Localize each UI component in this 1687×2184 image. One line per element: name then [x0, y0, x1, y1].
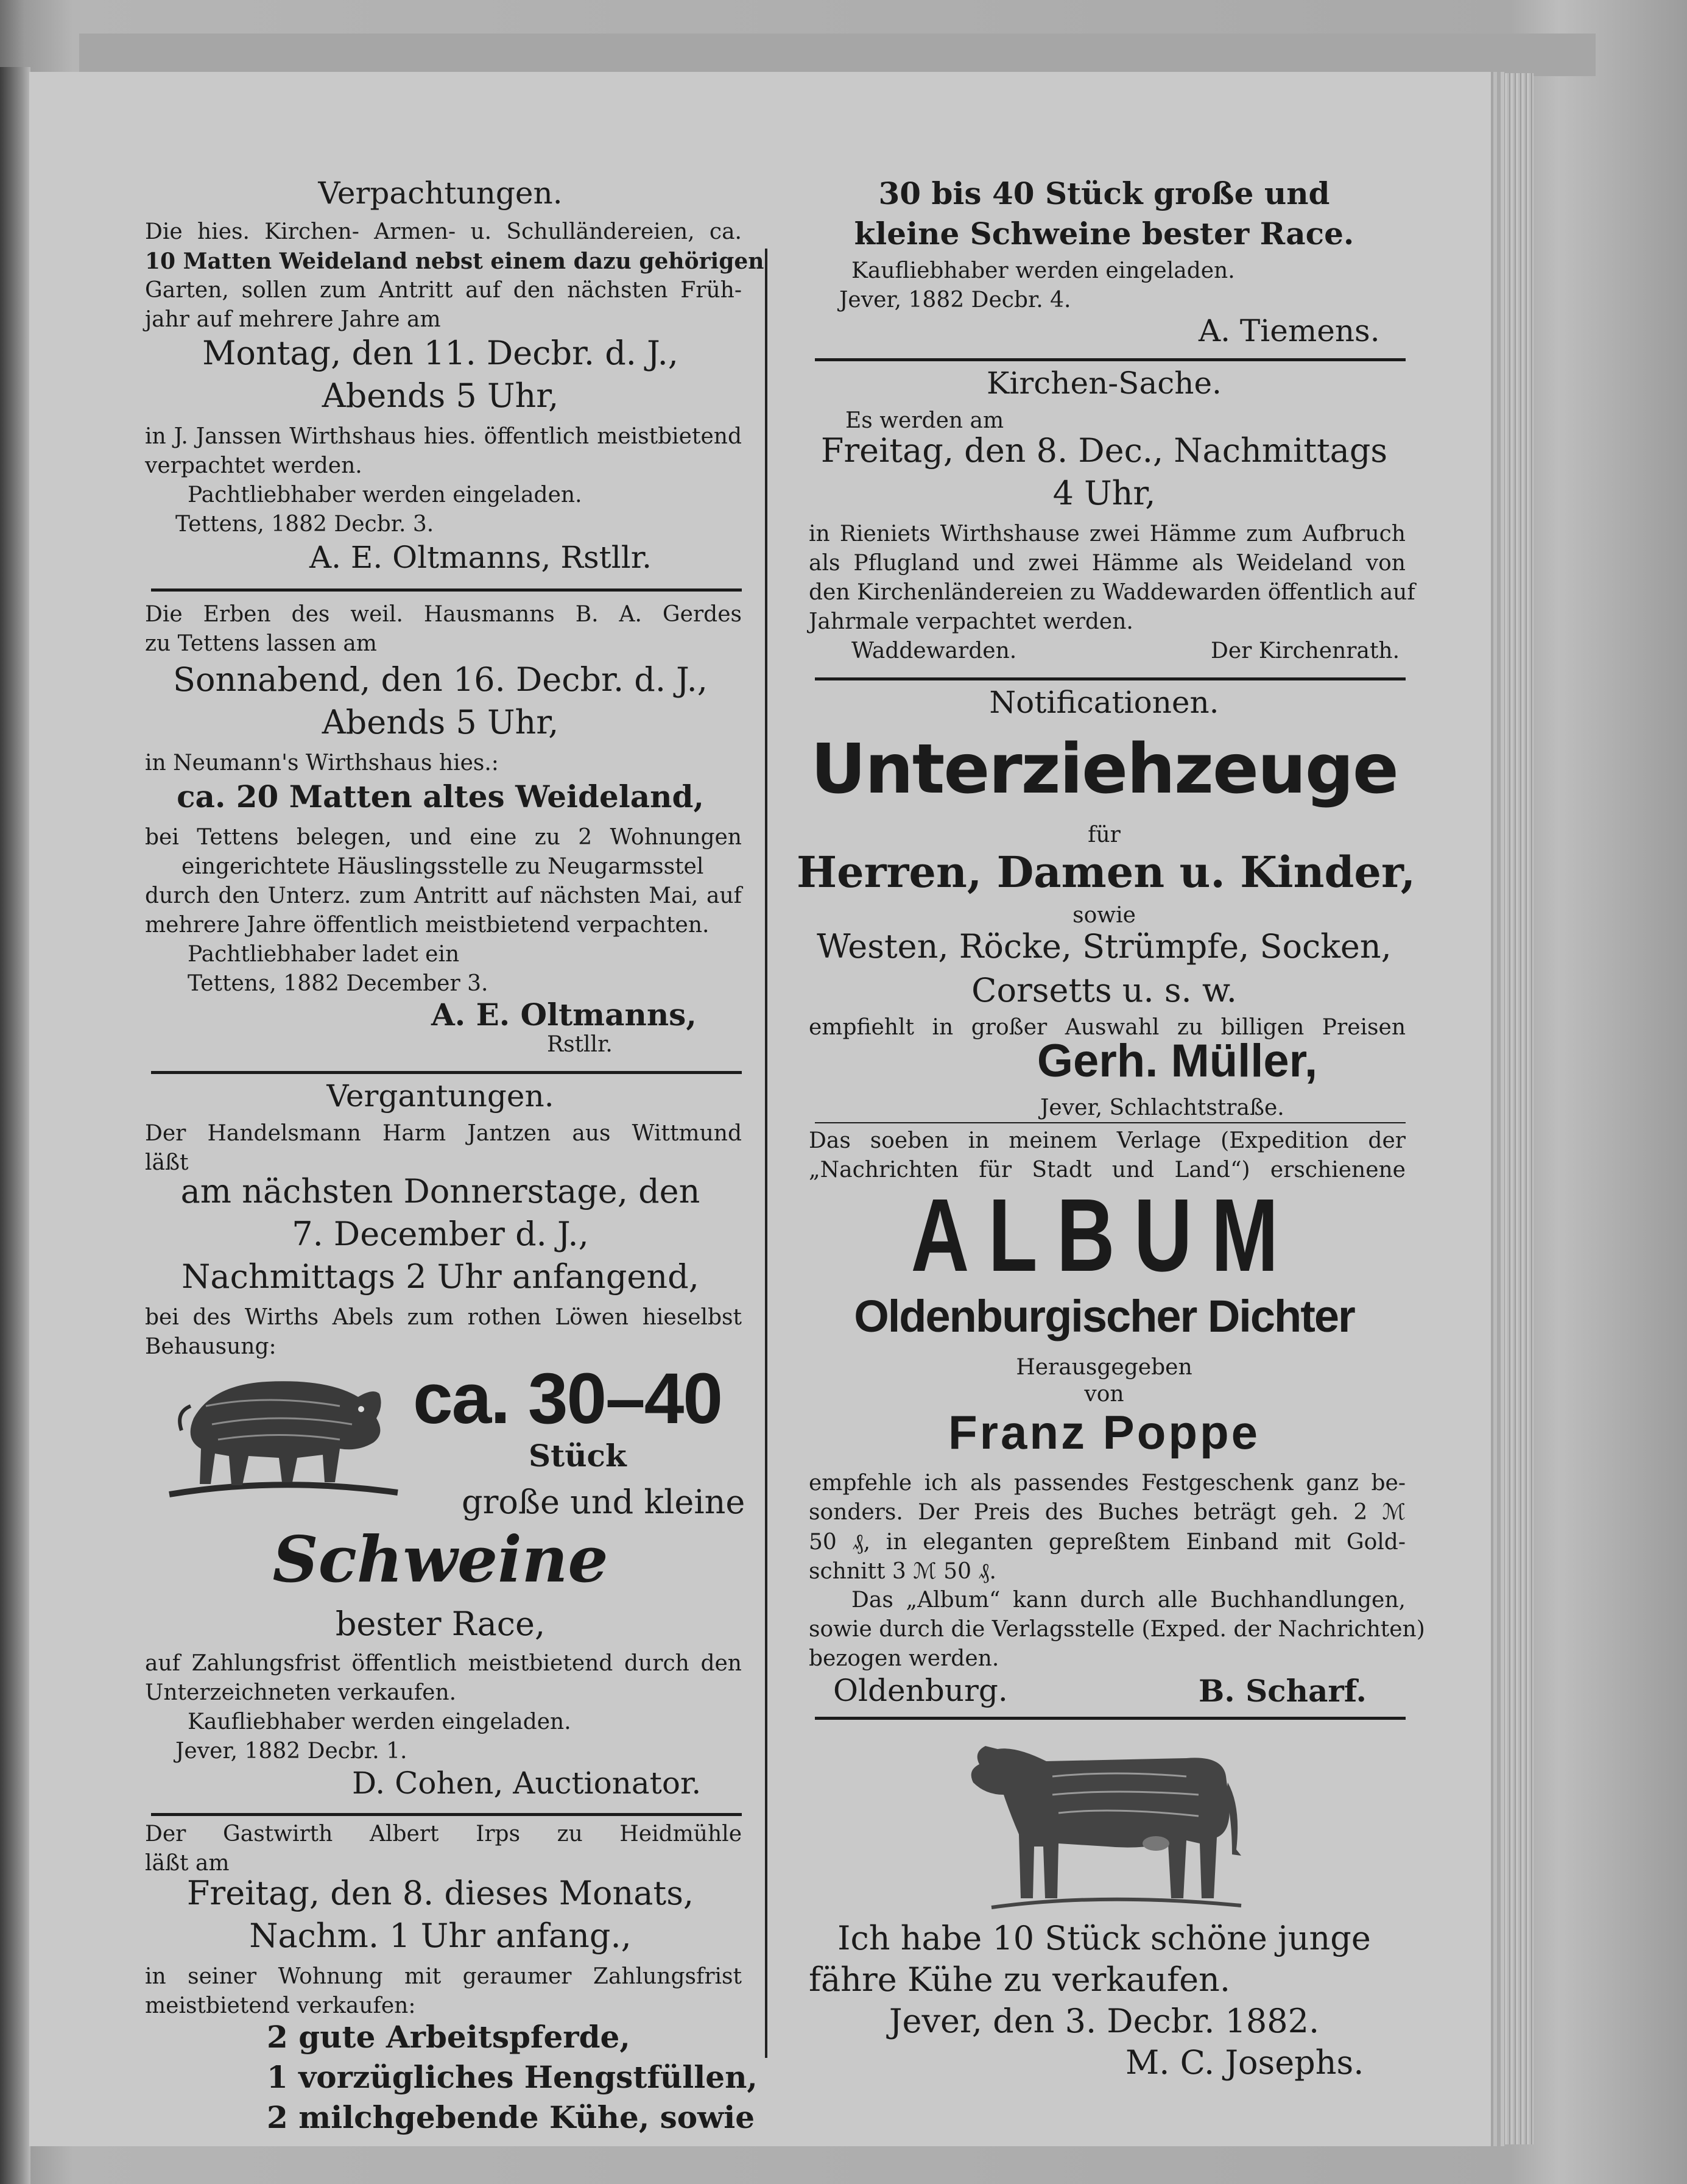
ad2-line: Die Erben des weil. Hausmanns B. A. Gerdes: [145, 602, 742, 627]
r-ad4-signature: B. Scharf.: [1199, 1673, 1367, 1709]
r-ad4-line: Das soeben in meinem Verlage (Expedition der: [809, 1128, 1406, 1153]
ad-separator: [151, 588, 742, 592]
ad1-line: 10 Matten Weideland nebst einem dazu gehörigen: [145, 249, 764, 274]
ad4-line: Der Gastwirth Albert Irps zu Heidmühle: [145, 1822, 742, 1847]
ad3-line: läßt: [145, 1150, 189, 1175]
ad2-date: Sonnabend, den 16. Decbr. d. J.,: [173, 660, 708, 699]
pig-woodcut-image: [157, 1351, 401, 1497]
heading-verpachtungen: Verpachtungen.: [318, 175, 563, 211]
ad2-signature-title: Rstllr.: [547, 1032, 613, 1057]
ad4-item: 1 vorzügliches Hengstfüllen,: [267, 2059, 758, 2095]
ad4-line: läßt am: [145, 1851, 230, 1876]
r-ad4-line: sowie durch die Verlagsstelle (Exped. der Nachrichten): [809, 1617, 1425, 1642]
left-page-edge: [0, 67, 30, 2184]
ad-separator: [815, 677, 1406, 680]
r-ad2-time: 4 Uhr,: [1052, 474, 1156, 512]
ad3-place-date: Jever, 1882 Decbr. 1.: [175, 1739, 407, 1764]
ad3-line: Der Handelsmann Harm Jantzen aus Wittmund: [145, 1121, 742, 1146]
ad2-line: in Neumann's Wirthshaus hies.:: [145, 751, 499, 776]
ad4-date: Freitag, den 8. dieses Monats,: [186, 1874, 694, 1912]
r-ad2-line: als Pflugland und zwei Hämme als Weideland von: [809, 551, 1406, 576]
r-ad5-line: Ich habe 10 Stück schöne junge: [837, 1919, 1371, 1957]
r-ad1-place-date: Jever, 1882 Decbr. 4.: [839, 288, 1071, 313]
r-ad3-address: Jever, Schlachtstraße.: [1040, 1095, 1284, 1120]
ad-separator: [815, 358, 1406, 361]
ad1-place-date: Tettens, 1882 Decbr. 3.: [175, 512, 434, 537]
ad4-line: in seiner Wohnung mit geraumer Zahlungsfrist: [145, 1964, 742, 1989]
ad2-time: Abends 5 Uhr,: [322, 703, 559, 741]
ad2-line: mehrere Jahre öffentlich meistbietend verpachten.: [145, 913, 710, 938]
ad3-line: auf Zahlungsfrist öffentlich meistbietend durch den: [145, 1651, 742, 1676]
book-top-edge: [79, 34, 1596, 76]
ad1-date: Montag, den 11. Decbr. d. J.,: [202, 334, 678, 372]
ad3-time: Nachmittags 2 Uhr anfangend,: [181, 1257, 699, 1296]
ad2-line: durch den Unterz. zum Antritt auf nächsten Mai, auf: [145, 883, 742, 908]
r-ad3-sowie: sowie: [1072, 903, 1136, 928]
r-ad5-signature: M. C. Josephs.: [1125, 2043, 1364, 2082]
heading-vergantungen: Vergantungen.: [326, 1078, 554, 1114]
column-divider: [765, 249, 767, 2058]
r-ad2-line: in Rieniets Wirthshause zwei Hämme zum Aufbruch: [809, 521, 1406, 546]
heading-kirchen-sache: Kirchen-Sache.: [987, 366, 1222, 401]
r-ad2-date: Freitag, den 8. Dec., Nachmittags: [820, 431, 1388, 470]
ad3-line: Unterzeichneten verkaufen.: [145, 1680, 457, 1705]
r-ad4-line: bezogen werden.: [809, 1646, 999, 1671]
r-ad4-line: „Nachrichten für Stadt und Land“) erschienene: [809, 1157, 1406, 1182]
r-ad4-album-title: ALBUM: [910, 1178, 1298, 1293]
ad1-time: Abends 5 Uhr,: [322, 376, 559, 415]
ad3-line: bei des Wirths Abels zum rothen Löwen hieselbst: [145, 1305, 742, 1330]
r-ad1-title: 30 bis 40 Stück große und: [878, 175, 1330, 211]
r-ad4-line: Das „Album“ kann durch alle Buchhandlungen,: [851, 1588, 1406, 1613]
r-ad2-place: Waddewarden.: [851, 638, 1017, 663]
r-ad3-items: Westen, Röcke, Strümpfe, Socken,: [817, 927, 1392, 966]
ad1-line: jahr auf mehrere Jahre am: [145, 307, 441, 332]
ad3-line: Behausung:: [145, 1334, 276, 1359]
r-ad1-title: kleine Schweine bester Race.: [854, 216, 1354, 252]
ad2-place-date: Tettens, 1882 December 3.: [188, 971, 488, 996]
ad4-time: Nachm. 1 Uhr anfang.,: [249, 1917, 632, 1955]
r-ad2-line: Es werden am: [845, 408, 1004, 433]
r-ad4-line: schnitt 3 ℳ 50 ₰.: [809, 1559, 996, 1584]
r-ad3-target: Herren, Damen u. Kinder,: [797, 847, 1416, 897]
ad3-pig-count: ca. 30–40: [413, 1359, 722, 1439]
ad3-stueck: Stück: [529, 1438, 627, 1474]
ad-separator: [151, 1071, 742, 1074]
r-ad5-place-date: Jever, den 3. Decbr. 1882.: [889, 2002, 1320, 2040]
ad2-signature: A. E. Oltmanns,: [431, 997, 697, 1033]
ad3-line-large: große und kleine: [462, 1483, 745, 1521]
cow-woodcut-image: [955, 1728, 1247, 1910]
ad-separator: [151, 1813, 742, 1816]
r-ad3-items: Corsetts u. s. w.: [971, 971, 1237, 1009]
r-ad4-line: von: [1084, 1382, 1124, 1407]
r-ad3-fuer: für: [1088, 822, 1121, 847]
ad2-line: zu Tettens lassen am: [145, 631, 377, 656]
ad-separator: [815, 1717, 1406, 1720]
r-ad4-place: Oldenburg.: [833, 1673, 1008, 1708]
r-ad2-line: Jahrmale verpachtet werden.: [809, 609, 1133, 634]
ad3-line: Kaufliebhaber werden eingeladen.: [188, 1709, 571, 1734]
ad1-line: Garten, sollen zum Antritt auf den nächsten Früh-: [145, 278, 742, 303]
ad2-line: bei Tettens belegen, und eine zu 2 Wohnungen: [145, 825, 742, 850]
r-ad4-line: sonders. Der Preis des Buches beträgt geh. 2 ℳ: [809, 1500, 1406, 1525]
ad1-line: in J. Janssen Wirthshaus hies. öffentlich meistbietend: [145, 424, 742, 449]
r-ad2-signature: Der Kirchenrath.: [1211, 638, 1400, 663]
newspaper-page: [29, 72, 1491, 2146]
heading-notificationen: Notificationen.: [989, 685, 1219, 720]
ad3-race: bester Race,: [335, 1605, 546, 1643]
ad3-line-large: am nächsten Donnerstage, den: [180, 1172, 700, 1210]
ad4-line: meistbietend verkaufen:: [145, 1993, 416, 2018]
ad1-line: Pachtliebhaber werden eingeladen.: [188, 482, 582, 507]
r-ad2-line: den Kirchenländereien zu Waddewarden öffentlich auf: [809, 580, 1415, 605]
r-ad3-headline: Unterziehzeuge: [811, 730, 1398, 809]
ad1-line: Die hies. Kirchen- Armen- u. Schulländereien, ca.: [145, 219, 742, 244]
r-ad3-merchant: Gerh. Müller,: [1037, 1035, 1318, 1087]
r-ad3-line: empfiehlt in großer Auswahl zu billigen Preisen: [809, 1015, 1406, 1040]
r-ad4-line: empfehle ich als passendes Festgeschenk ganz be-: [809, 1471, 1406, 1496]
r-ad1-signature: A. Tiemens.: [1199, 313, 1380, 348]
page-stack-edge: [1491, 73, 1534, 2144]
ad1-line: verpachtet werden.: [145, 453, 362, 478]
ad2-line: Pachtliebhaber ladet ein: [188, 942, 460, 967]
ad2-item: ca. 20 Matten altes Weideland,: [177, 779, 704, 815]
r-ad5-line: fähre Kühe zu verkaufen.: [809, 1960, 1230, 1999]
ad3-signature: D. Cohen, Auctionator.: [352, 1765, 702, 1801]
ad3-schweine: Schweine: [272, 1522, 608, 1597]
r-ad1-line: Kaufliebhaber werden eingeladen.: [851, 258, 1235, 283]
ad1-signature: A. E. Oltmanns, Rstllr.: [309, 540, 652, 575]
r-ad4-author: Franz Poppe: [948, 1405, 1261, 1459]
ad2-line: eingerichtete Häuslingsstelle zu Neugarmsstel: [181, 854, 704, 879]
ad4-item: 2 milchgebende Kühe, sowie: [267, 2099, 755, 2135]
r-ad4-line: Herausgegeben: [1016, 1355, 1192, 1380]
r-ad4-subtitle: Oldenburgischer Dichter: [854, 1291, 1354, 1341]
ad-separator: [815, 1122, 1406, 1123]
r-ad4-line: 50 ₰, in eleganten gepreßtem Einband mit Gold-: [809, 1530, 1406, 1555]
ad3-date: 7. December d. J.,: [292, 1215, 589, 1253]
ad4-item: 2 gute Arbeitspferde,: [267, 2019, 630, 2055]
